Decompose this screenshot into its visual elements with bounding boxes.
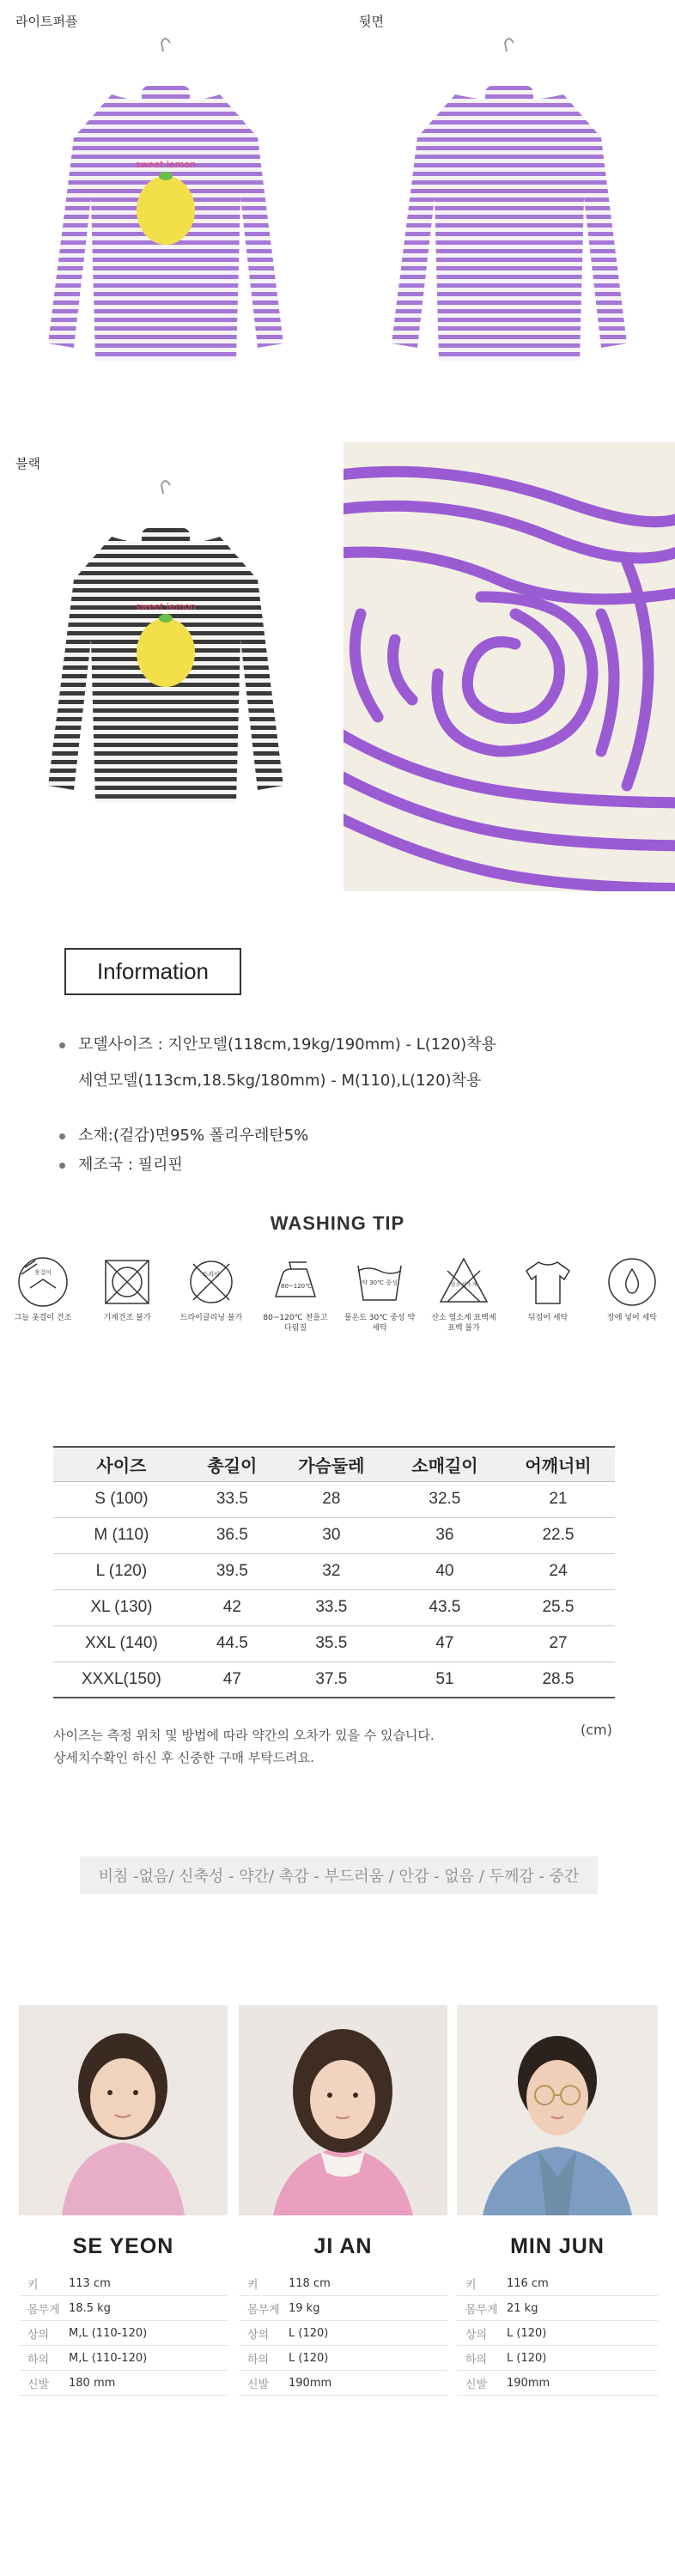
info-model-size-line2: 세연모델(113cm,18.5kg/180mm) - M(110),L(120)착용 [78,1072,482,1090]
wash-caption-0: 그늘 옷걸이 건조 [14,1314,72,1322]
size-note [53,1724,620,1769]
stat-key: 상의 [465,2328,488,2342]
col-header-shoulder: 어깨너비 [502,1447,615,1481]
stat-key: 하의 [27,2353,50,2366]
model-photo-image [19,2005,228,2215]
info-model-size [54,1030,638,1060]
no-bleach-icon [437,1255,490,1309]
wash-item-iron [259,1255,331,1334]
stat-key: 몸무게 [247,2303,280,2317]
wash-caption-1: 기계건조 불가 [103,1314,151,1322]
model-name-ji-an: JI AN [313,2234,373,2258]
hand-wash-icon [353,1255,406,1309]
table-cell: XXXL(150) [53,1662,190,1698]
stat-value: 118 cm [289,2276,331,2290]
stat-value: M,L (110-120) [69,2351,148,2365]
stat-value: L (120) [289,2351,329,2365]
table-cell: 22.5 [502,1517,615,1553]
stat-value: 19 kg [289,2301,320,2315]
col-header-chest: 가슴둘레 [275,1447,388,1481]
info-model-size-line1: 모델사이즈 : 지안모델(118cm,19kg/190mm) - L(120)착용 [78,1036,496,1054]
photo-label-light-purple: 라이트퍼플 [15,14,78,29]
wash-badge-4: 약 30℃ 중성 [362,1279,398,1286]
size-table [53,1446,615,1698]
water-drop-icon [605,1255,659,1309]
stat-key: 상의 [27,2328,50,2342]
stat-row [19,2321,228,2346]
inside-out-wash-icon [521,1255,575,1309]
stat-key: 키 [27,2278,39,2292]
stat-value: 21 kg [507,2301,538,2315]
photo-black-front [0,442,331,876]
size-table-header-row [53,1447,615,1481]
table-cell: S (100) [53,1481,190,1517]
stat-value: 113 cm [69,2276,111,2290]
table-cell: M (110) [53,1517,190,1553]
photo-label-black: 블랙 [15,456,40,471]
stat-key: 신발 [247,2378,270,2391]
washing-tip-title: WASHING TIP [270,1212,405,1234]
stat-row [19,2271,228,2296]
stat-key: 키 [465,2278,477,2292]
stat-value: L (120) [507,2351,547,2365]
wash-caption-3: 80~120℃ 천을고 다림질 [263,1314,328,1333]
table-cell: 25.5 [502,1589,615,1625]
table-cell: 43.5 [388,1589,502,1625]
table-cell: 35.5 [275,1625,388,1662]
wash-item-no-dry-clean [175,1255,247,1323]
stat-row [239,2321,447,2346]
stat-value: 190mm [507,2376,550,2390]
table-cell: 51 [388,1662,502,1698]
table-cell: 40 [388,1553,502,1589]
table-row [53,1589,615,1625]
lemon-print [137,618,195,687]
stat-key: 키 [247,2278,258,2292]
svg-text:sweet lemon: sweet lemon [135,601,197,612]
info-material [54,1121,638,1151]
wash-badge-0: 옷걸이 [33,1269,52,1276]
product-photo-grid [0,0,675,891]
washing-icons-row [7,1255,668,1350]
table-cell: 47 [190,1662,275,1698]
stat-row [239,2346,447,2371]
model-photo-image [239,2005,447,2215]
table-cell: L (120) [53,1553,190,1589]
stat-row [239,2271,447,2296]
stat-key: 상의 [247,2328,270,2342]
table-cell: 28.5 [502,1662,615,1698]
fabric-swirl-image [344,442,675,891]
information-title-box [64,948,241,995]
stat-key: 하의 [465,2353,488,2366]
wash-item-hand-wash [344,1255,416,1334]
table-cell: 33.5 [275,1589,388,1625]
stat-key: 몸무게 [465,2303,498,2317]
no-machine-dry-icon [100,1255,154,1309]
wash-item-water [596,1255,668,1323]
stat-row [457,2321,658,2346]
table-row [53,1481,615,1517]
wash-item-no-bleach [428,1255,500,1334]
stat-key: 신발 [465,2378,488,2391]
black-shirt-image [0,442,331,876]
model-card-ji-an [239,2005,447,2396]
light-purple-shirt-image [0,0,331,434]
table-row [53,1662,615,1698]
photo-back [344,0,675,434]
table-cell: 37.5 [275,1662,388,1698]
model-card-se-yeon [19,2005,228,2396]
col-header-sleeve: 소매길이 [388,1447,502,1481]
stat-key: 하의 [247,2353,270,2366]
model-photo-ji-an [239,2005,447,2215]
table-cell: 21 [502,1481,615,1517]
stat-value: L (120) [289,2326,329,2340]
wash-caption-7: 장에 넣어 세탁 [607,1314,657,1322]
stat-row [239,2371,447,2396]
table-cell: 33.5 [190,1481,275,1517]
size-note-line1: 사이즈는 측정 위치 및 방법에 따라 약간의 오차가 있을 수 있습니다. [53,1728,435,1743]
model-photo-image [457,2005,658,2215]
table-cell: 32 [275,1553,388,1589]
stat-row [19,2296,228,2321]
stat-row [19,2346,228,2371]
wash-caption-4: 물온도 30℃ 중성 약세탁 [344,1314,416,1333]
info-material-text: 소재:(겉감)면95% 폴리우레탄5% [78,1127,309,1145]
size-unit: (cm) [581,1722,612,1738]
model-name-min-jun: MIN JUN [510,2234,605,2258]
shade-dry-icon [16,1255,70,1309]
bullet-icon [59,1133,65,1139]
lemon-print [137,176,195,245]
wash-caption-2: 드라이클리닝 불가 [179,1314,243,1322]
table-cell: 44.5 [190,1625,275,1662]
back-shirt-image [344,0,675,434]
wash-caption-6: 뒤집어 세탁 [527,1314,569,1322]
model-stats-ji-an [239,2271,447,2396]
table-cell: 32.5 [388,1481,502,1517]
stat-row [457,2271,658,2296]
stat-value: 180 mm [69,2376,116,2390]
stat-value: L (120) [507,2326,547,2340]
iron-icon [269,1255,322,1309]
table-cell: 42 [190,1589,275,1625]
photo-label-back: 뒷면 [359,14,384,29]
table-row [53,1625,615,1662]
stat-row [457,2371,658,2396]
stat-row [457,2296,658,2321]
table-cell: 27 [502,1625,615,1662]
photo-fabric-closeup [344,442,675,891]
table-cell: 36.5 [190,1517,275,1553]
wash-item-inside-out [512,1255,584,1323]
model-card-min-jun [457,2005,658,2396]
model-photo-min-jun [457,2005,658,2215]
fabric-properties-text: 비침 -없음/ 신축성 - 약간/ 촉감 - 부드러움 / 안감 - 없음 / 두께감 - 중간 [98,1868,580,1886]
wash-item-shade-dry [7,1255,79,1323]
table-row [53,1553,615,1589]
table-cell: 36 [388,1517,502,1553]
photo-light-purple-front [0,0,331,434]
table-cell: XXL (140) [53,1625,190,1662]
wash-badge-2: 드라이 [202,1271,221,1278]
col-header-size: 사이즈 [53,1447,190,1481]
information-title: Information [96,958,210,984]
size-note-line2: 상세치수확인 하신 후 신중한 구매 부탁드려요. [53,1750,314,1765]
info-origin-text: 제조국 : 필리핀 [78,1156,183,1174]
model-photo-se-yeon [19,2005,228,2215]
model-stats-min-jun [457,2271,658,2396]
wash-item-no-machine-dry [91,1255,163,1323]
bullet-icon [59,1042,65,1048]
stat-key: 몸무게 [27,2303,60,2317]
info-origin [54,1151,638,1180]
stat-value: 190mm [289,2376,332,2390]
stat-value: M,L (110-120) [69,2326,148,2340]
wash-badge-3: 80~120℃ [281,1283,312,1290]
wash-badge-5: 염소 산소계 [450,1282,477,1288]
table-cell: 24 [502,1553,615,1589]
col-header-length: 총길이 [190,1447,275,1481]
model-stats-se-yeon [19,2271,228,2396]
information-list [54,1030,638,1180]
stat-value: 18.5 kg [69,2301,111,2315]
stat-key: 신발 [27,2378,50,2391]
svg-text:sweet lemon: sweet lemon [135,159,197,170]
table-row [53,1517,615,1553]
no-dry-clean-icon [185,1255,238,1309]
table-cell: 30 [275,1517,388,1553]
stat-row [239,2296,447,2321]
model-name-se-yeon: SE YEON [72,2234,174,2258]
wash-caption-5: 산소 염소계 표백제 표백 불가 [431,1314,496,1333]
table-cell: XL (130) [53,1589,190,1625]
table-cell: 28 [275,1481,388,1517]
table-cell: 39.5 [190,1553,275,1589]
stat-row [19,2371,228,2396]
bullet-icon [59,1163,65,1169]
stat-row [457,2346,658,2371]
stat-value: 116 cm [507,2276,549,2290]
table-cell: 47 [388,1625,502,1662]
fabric-properties-bar [80,1856,598,1894]
